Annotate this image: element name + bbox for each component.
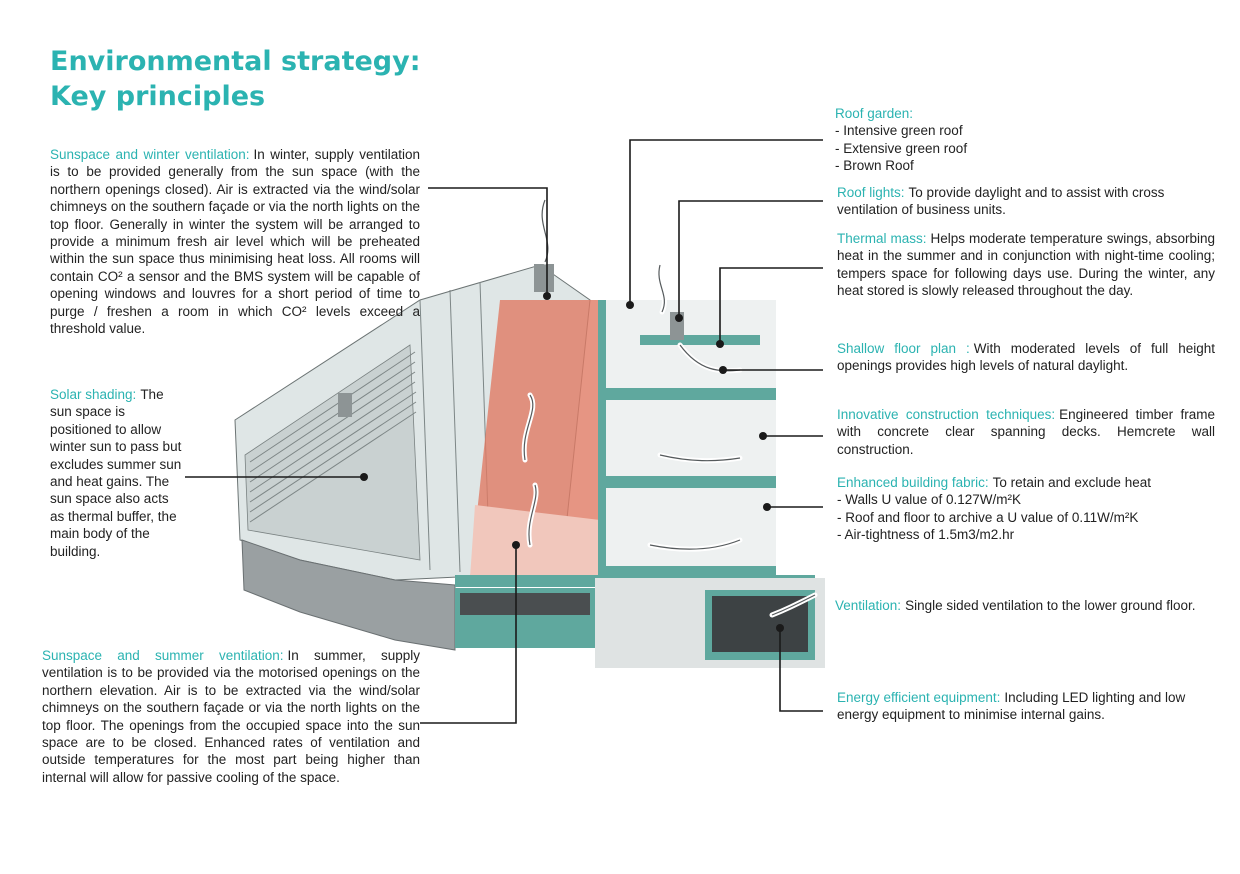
note-body: Helps moderate temperature swings, absorbing heat in the summer and in conjunction with night-time cooling; tempers space for following days use. During the winter, any heat stored is slowly released throughout the day. (837, 231, 1215, 299)
note-roof-garden (835, 105, 1215, 175)
note-heading: Ventilation: (835, 598, 902, 613)
list-item: - Extensive green roof (835, 140, 968, 156)
note-heading: Shallow floor plan : (837, 341, 970, 356)
note-body: The sun space is positioned to allow winter sun to pass but excludes summer sun and heat gains. The sun space also acts as thermal buffer, the main body of the building. (50, 387, 182, 559)
list-item: - Air-tightness of 1.5m3/m2.hr (837, 527, 1015, 543)
note-body: To retain and exclude heat (992, 475, 1151, 490)
note-body: With moderated levels of full height openings provides high levels of natural daylight. (837, 341, 1215, 374)
note-sunspace-winter-ventilation (50, 146, 420, 337)
note-body: Including LED lighting and low energy equipment to minimise internal gains. (837, 690, 1186, 723)
note-body: In winter, supply ventilation is to be provided generally from the sun space (with the northern openings closed). Air is extracted via the wind/solar chimneys on the southern façade or via the north lights on the top floor. Generally in winter the system will be arranged to provide a minimum fresh air level which will be preheated within the sun space thus minimising heat loss. All rooms will contain CO² a sensor and the BMS system will be capable of opening windows and louvres for a short period of time to purge / freshen a room in which CO² levels exceed a threshold value. (50, 147, 420, 337)
note-ventilation (835, 597, 1205, 614)
note-heading: Innovative construction techniques: (837, 407, 1056, 422)
note-shallow-floor-plan (837, 340, 1215, 375)
note-heading: Roof lights: (837, 185, 905, 200)
note-body: Single sided ventilation to the lower ground floor. (905, 598, 1196, 613)
note-heading: Thermal mass: (837, 231, 927, 246)
note-solar-shading (50, 386, 185, 560)
note-thermal-mass (837, 230, 1215, 300)
note-heading: Roof garden: (835, 106, 914, 121)
note-body: Engineered timber frame with concrete clear spanning decks. Hemcrete wall construction. (837, 407, 1215, 457)
title-line-2: Key principles (50, 81, 266, 112)
note-roof-lights (837, 184, 1217, 219)
note-heading: Sunspace and winter ventilation: (50, 147, 250, 162)
note-body: To provide daylight and to assist with cross ventilation of business units. (837, 185, 1165, 218)
note-heading: Solar shading: (50, 387, 137, 402)
title-line-1: Environmental strategy: (50, 46, 421, 77)
note-heading: Energy efficient equipment: (837, 690, 1001, 705)
list-item: - Roof and floor to archive a U value of 0.11W/m²K (837, 509, 1139, 525)
note-heading: Sunspace and summer ventilation: (42, 648, 284, 663)
list-item: - Walls U value of 0.127W/m²K (837, 492, 1022, 508)
note-building-fabric (837, 474, 1227, 544)
list-item: - Intensive green roof (835, 123, 963, 139)
note-sunspace-summer-ventilation (42, 647, 420, 786)
list-item: - Brown Roof (835, 158, 914, 174)
note-energy-equipment (837, 689, 1227, 724)
note-body: In summer, supply ventilation is to be provided via the motorised openings on the northern elevation. Air is to be extracted via the wind/solar chimneys on the southern façade or via the north lights on the top floor. The openings from the occupied space into the sun space are to be closed. Enhanced rates of ventilation and outside temperatures for the most part being higher than internal will allow for passive cooling of the space. (42, 648, 420, 785)
note-construction-techniques (837, 406, 1215, 458)
note-heading: Enhanced building fabric: (837, 475, 989, 490)
